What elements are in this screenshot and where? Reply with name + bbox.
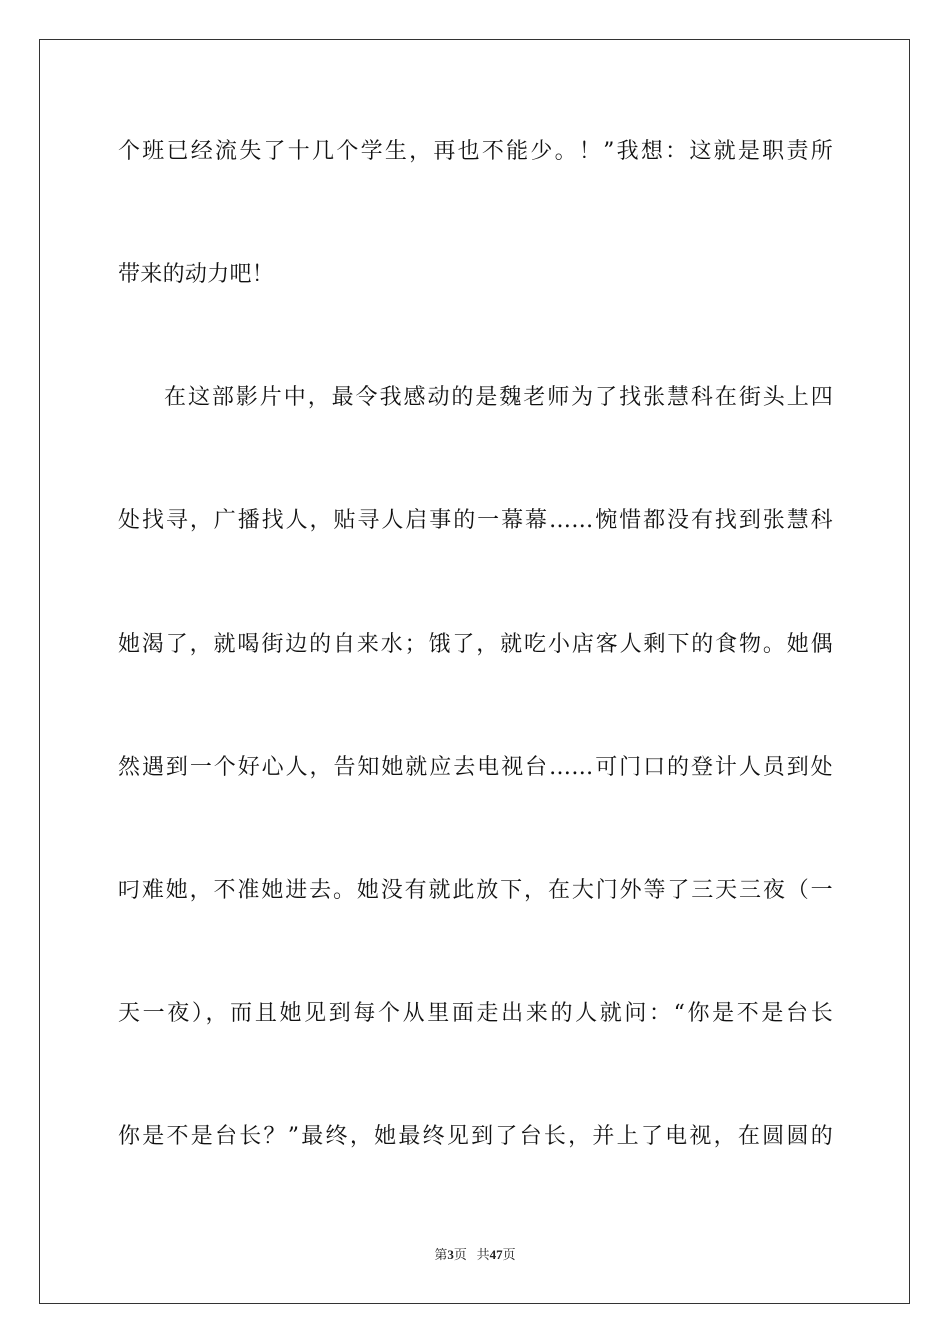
body-text-line-4: 处找寻，广播找人，贴寻人启事的一幕幕……惋惜都没有找到张慧科	[118, 508, 833, 533]
page-number: 3	[447, 1247, 454, 1262]
body-text-line-6: 然遇到一个好心人，告知她就应去电视台……可门口的登计人员到处	[118, 755, 833, 780]
page-border	[39, 39, 910, 1304]
page-label-suffix: 页	[453, 1247, 467, 1262]
page-footer	[0, 1246, 950, 1264]
total-pages: 47	[489, 1247, 503, 1262]
body-text-line-1: 个班已经流失了十几个学生，再也不能少。！”我想：这就是职责所	[118, 139, 833, 164]
total-label-suffix: 页	[502, 1247, 516, 1262]
body-text-line-5: 她渴了，就喝街边的自来水；饿了，就吃小店客人剩下的食物。她偶	[118, 632, 833, 657]
body-text-line-8: 天一夜），而且她见到每个从里面走出来的人就问：“你是不是台长	[118, 1001, 833, 1026]
body-text-line-7: 叼难她，不准她进去。她没有就此放下，在大门外等了三天三夜（一	[118, 878, 833, 903]
body-text-line-9: 你是不是台长？”最终，她最终见到了台长，并上了电视，在圆圆的	[118, 1124, 833, 1149]
page-label-prefix: 第	[434, 1247, 448, 1262]
body-text-line-2: 带来的动力吧！	[118, 262, 275, 287]
body-text-line-3: 在这部影片中，最令我感动的是魏老师为了找张慧科在街头上四	[164, 385, 833, 410]
total-label-prefix: 共	[476, 1247, 490, 1262]
